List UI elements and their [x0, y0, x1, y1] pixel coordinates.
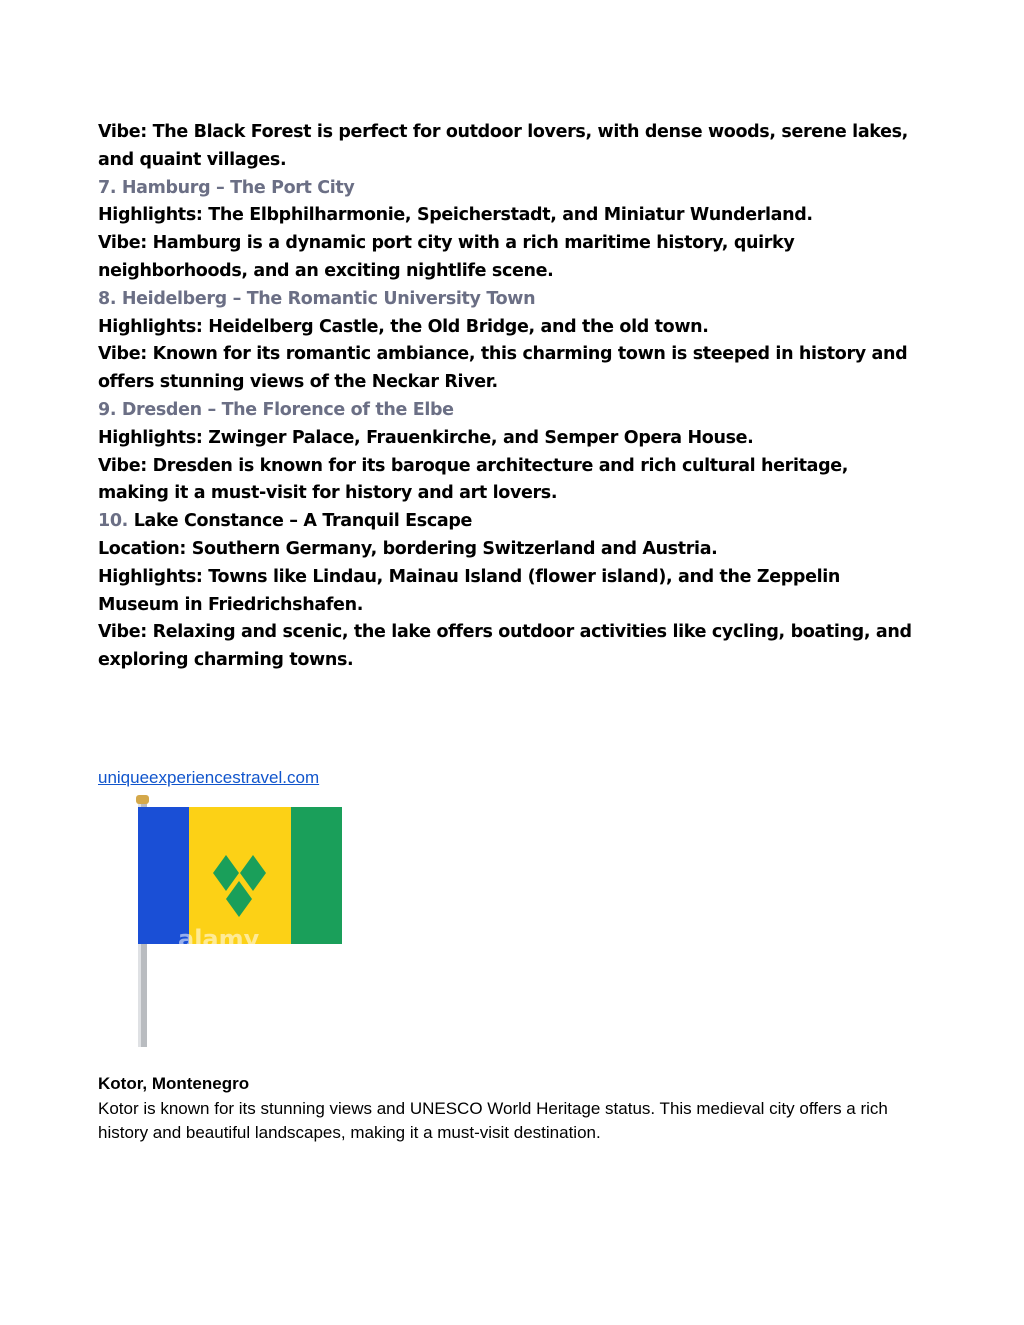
- kotor-body: Kotor is known for its stunning views and UNESCO World Heritage status. This medieval city offers a rich history and beautiful landscapes, making it a must-visit destination.: [98, 1099, 888, 1142]
- flag-illustration: [98, 795, 353, 1047]
- hamburg-heading: 7. Hamburg – The Port City: [98, 177, 355, 198]
- constance-highlights: Highlights: Towns like Lindau, Mainau Island (flower island), and the Zeppelin Museum in Friedrichshafen.: [98, 566, 841, 615]
- heidelberg-highlights: Highlights: Heidelberg Castle, the Old Bridge, and the old town.: [98, 316, 709, 337]
- flag-stripe-blue: [138, 807, 189, 944]
- flag-stripe-yellow: [189, 807, 291, 944]
- flag-stripe-green: [291, 807, 342, 944]
- heidelberg-heading: 8. Heidelberg – The Romantic University Town: [98, 288, 536, 309]
- constance-number: 10.: [98, 511, 128, 532]
- dresden-highlights: Highlights: Zwinger Palace, Frauenkirche, and Semper Opera House.: [98, 427, 754, 448]
- constance-title: Lake Constance – A Tranquil Escape: [133, 511, 473, 532]
- flag-image: [98, 795, 353, 1047]
- black-forest-vibe: Vibe: The Black Forest is perfect for outdoor lovers, with dense woods, serene lakes, and quaint villages.: [98, 122, 908, 170]
- kotor-title: Kotor, Montenegro: [98, 1074, 250, 1093]
- source-link[interactable]: uniqueexperiencestravel.com: [98, 768, 320, 787]
- constance-heading: [98, 508, 918, 536]
- dresden-heading: 9. Dresden – The Florence of the Elbe: [98, 399, 454, 420]
- watermark: alamy: [178, 925, 260, 953]
- pole-finial: [136, 795, 149, 804]
- constance-location: Location: Southern Germany, bordering Switzerland and Austria.: [98, 538, 718, 559]
- article-body: [98, 119, 918, 675]
- hamburg-highlights: Highlights: The Elbphilharmonie, Speicherstadt, and Miniatur Wunderland.: [98, 205, 813, 226]
- heidelberg-vibe: Vibe: Known for its romantic ambiance, this charming town is steeped in history and offers stunning views of the Neckar River.: [98, 344, 908, 393]
- hamburg-vibe: Vibe: Hamburg is a dynamic port city with a rich maritime history, quirky neighborhoods, and an exciting nightlife scene.: [98, 233, 795, 281]
- constance-vibe: Vibe: Relaxing and scenic, the lake offers outdoor activities like cycling, boating, and exploring charming towns.: [98, 622, 912, 671]
- dresden-vibe: Vibe: Dresden is known for its baroque architecture and rich cultural heritage, making it a must-visit for history and art lovers.: [98, 455, 849, 504]
